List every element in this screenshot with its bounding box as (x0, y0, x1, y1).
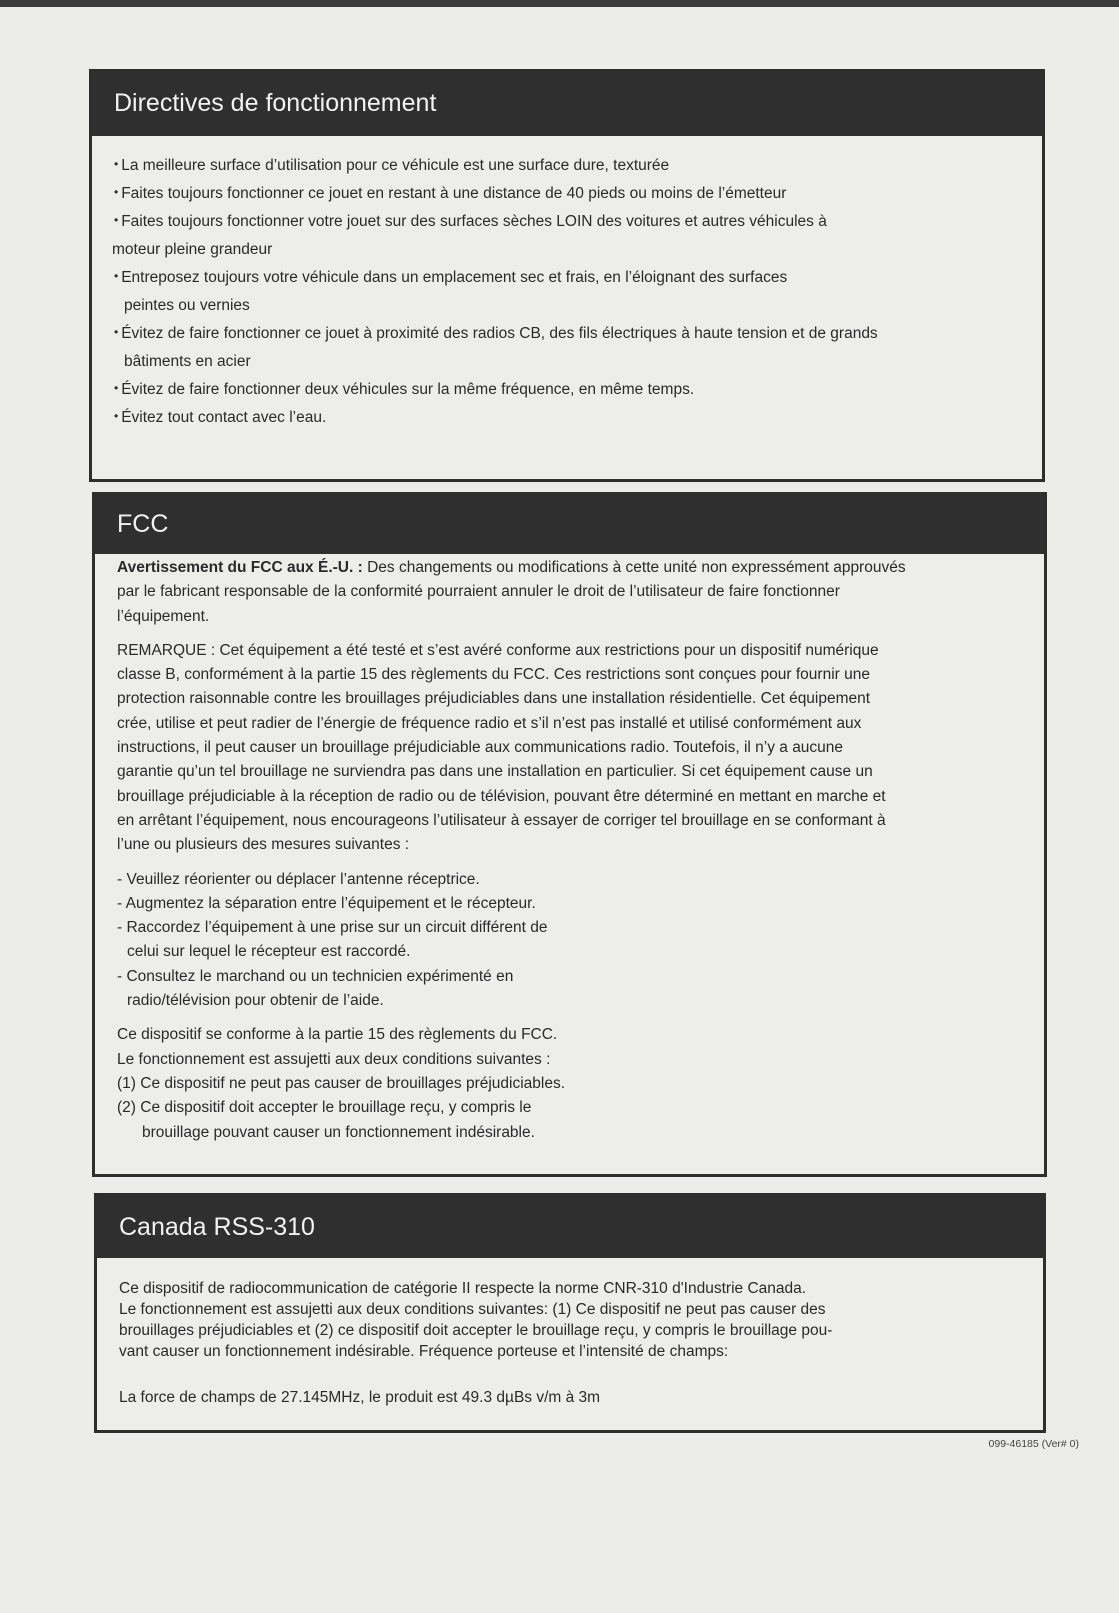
canada-title: Canada RSS-310 (119, 1212, 315, 1241)
canada-header (97, 1196, 1043, 1258)
measure-item: - Consultez le marchand ou un technicien expérimenté en (117, 967, 514, 985)
directives-section (89, 69, 1045, 482)
directive-item: • La meilleure surface d’utilisation pour ce véhicule est une surface dure, texturée (114, 157, 670, 174)
directive-item: • Évitez de faire fonctionner ce jouet à proximité des radios CB, des fils électriques à haute tension et de grands bâtiments en acier (114, 325, 878, 370)
directive-item: • Faites toujours fonctionner ce jouet en restant à une distance de 40 pieds ou moins de l’émetteur (114, 185, 787, 202)
directives-list (114, 152, 1032, 432)
canada-paragraph: Ce dispositif de radiocommunication de catégorie II respecte la norme CNR-310 d'Industrie Canada. Le fonctionnement est assujetti aux deux conditions suivantes: (1) Ce dispositif ne peut pas causer des brouillages préjudiciables et (2) ce dispositif doit accepter le brouillage reçu, y compris le brouillage pou- vant causer un fonctionnement indésirable. Fréquence porteuse et l’intensité de champs: (119, 1280, 833, 1360)
condition-line: (1) Ce dispositif ne peut pas causer de brouillages préjudiciables. (117, 1074, 566, 1092)
fcc-header (95, 495, 1044, 554)
bullet-icon: • (114, 325, 119, 339)
bullet-icon: • (114, 213, 119, 227)
directive-item: • Évitez tout contact avec l’eau. (114, 409, 327, 426)
condition-line: brouillage pouvant causer un fonctionnement indésirable. (142, 1123, 535, 1141)
fcc-title: FCC (117, 510, 169, 538)
measure-item: - Augmentez la séparation entre l’équipement et le récepteur. (117, 894, 536, 912)
fcc-warning-paragraph: Avertissement du FCC aux É.-U. : Des changements ou modifications à cette unité non expressément approuvés par le fabricant responsable de la conformité pourraient annuler le droit de l’utilisateur de faire fonctionner l’équipement. (117, 559, 906, 625)
directive-item: • Entreposez toujours votre véhicule dans un emplacement sec et frais, en l’éloignant des surfaces peintes ou vernies (114, 269, 788, 314)
measure-item: - Raccordez l’équipement à une prise sur un circuit différent de (117, 919, 548, 937)
directive-item: • Faites toujours fonctionner votre jouet sur des surfaces sèches LOIN des voitures et autres véhicules à moteur pleine grandeur (112, 213, 827, 258)
bullet-icon: • (114, 185, 119, 199)
directives-header (92, 72, 1042, 136)
canada-body (97, 1258, 1043, 1410)
condition-line: (2) Ce dispositif doit accepter le brouillage reçu, y compris le (117, 1099, 532, 1117)
measure-item: celui sur lequel le récepteur est raccordé. (127, 943, 411, 961)
bullet-icon: • (114, 269, 119, 283)
top-edge-strip (0, 0, 1119, 7)
bullet-icon: • (114, 409, 119, 423)
condition-line: Ce dispositif se conforme à la partie 15 des règlements du FCC. (117, 1026, 558, 1044)
measure-item: radio/télévision pour obtenir de l’aide. (127, 992, 384, 1010)
bullet-icon: • (114, 157, 119, 171)
fcc-note-paragraph: REMARQUE : Cet équipement a été testé et s’est avéré conforme aux restrictions pour un dispositif numérique classe B, conformément à la partie 15 des règlements du FCC. Ces restrictions sont conçues pour fournir une protection raisonnable contre les brouillages préjudiciables dans une installation résidentielle. Cet équipement crée, utilise et peut radier de l’énergie de fréquence radio et s’il n’est pas installé et utilisé conformément aux instructions, il peut causer un brouillage préjudiciable aux communications radio. Toutefois, il n’y a aucune garantie qu’un tel brouillage ne surviendra pas dans une installation en particulier. Si cet équipement cause un brouillage préjudiciable à la réception de radio ou de télévision, pouvant être déterminé en mettant en marche et en arrêtant l’équipement, nous encourageons l’utilisateur à essayer de corriger tel brouillage en se conformant à l’une ou plusieurs des mesures suivantes : (117, 641, 886, 854)
canada-section (94, 1193, 1046, 1433)
fcc-section (92, 492, 1047, 1177)
fcc-measures-list (117, 868, 1034, 1014)
directives-title: Directives de fonctionnement (114, 88, 437, 117)
fcc-warning-label: Avertissement du FCC aux É.-U. : (117, 559, 363, 576)
fcc-conditions-list (117, 1023, 1034, 1144)
fcc-body (95, 554, 1044, 1145)
canada-field-strength: La force de champs de 27.145MHz, le produit est 49.3 dµBs v/m à 3m (119, 1389, 601, 1406)
measure-item: - Veuillez réorienter ou déplacer l’antenne réceptrice. (117, 870, 480, 888)
condition-line: Le fonctionnement est assujetti aux deux conditions suivantes : (117, 1050, 551, 1068)
version-code: 099-46185 (Ver# 0) (988, 1438, 1079, 1450)
directives-body (92, 136, 1042, 432)
directive-item: • Évitez de faire fonctionner deux véhicules sur la même fréquence, en même temps. (114, 381, 695, 398)
bullet-icon: • (114, 381, 119, 395)
